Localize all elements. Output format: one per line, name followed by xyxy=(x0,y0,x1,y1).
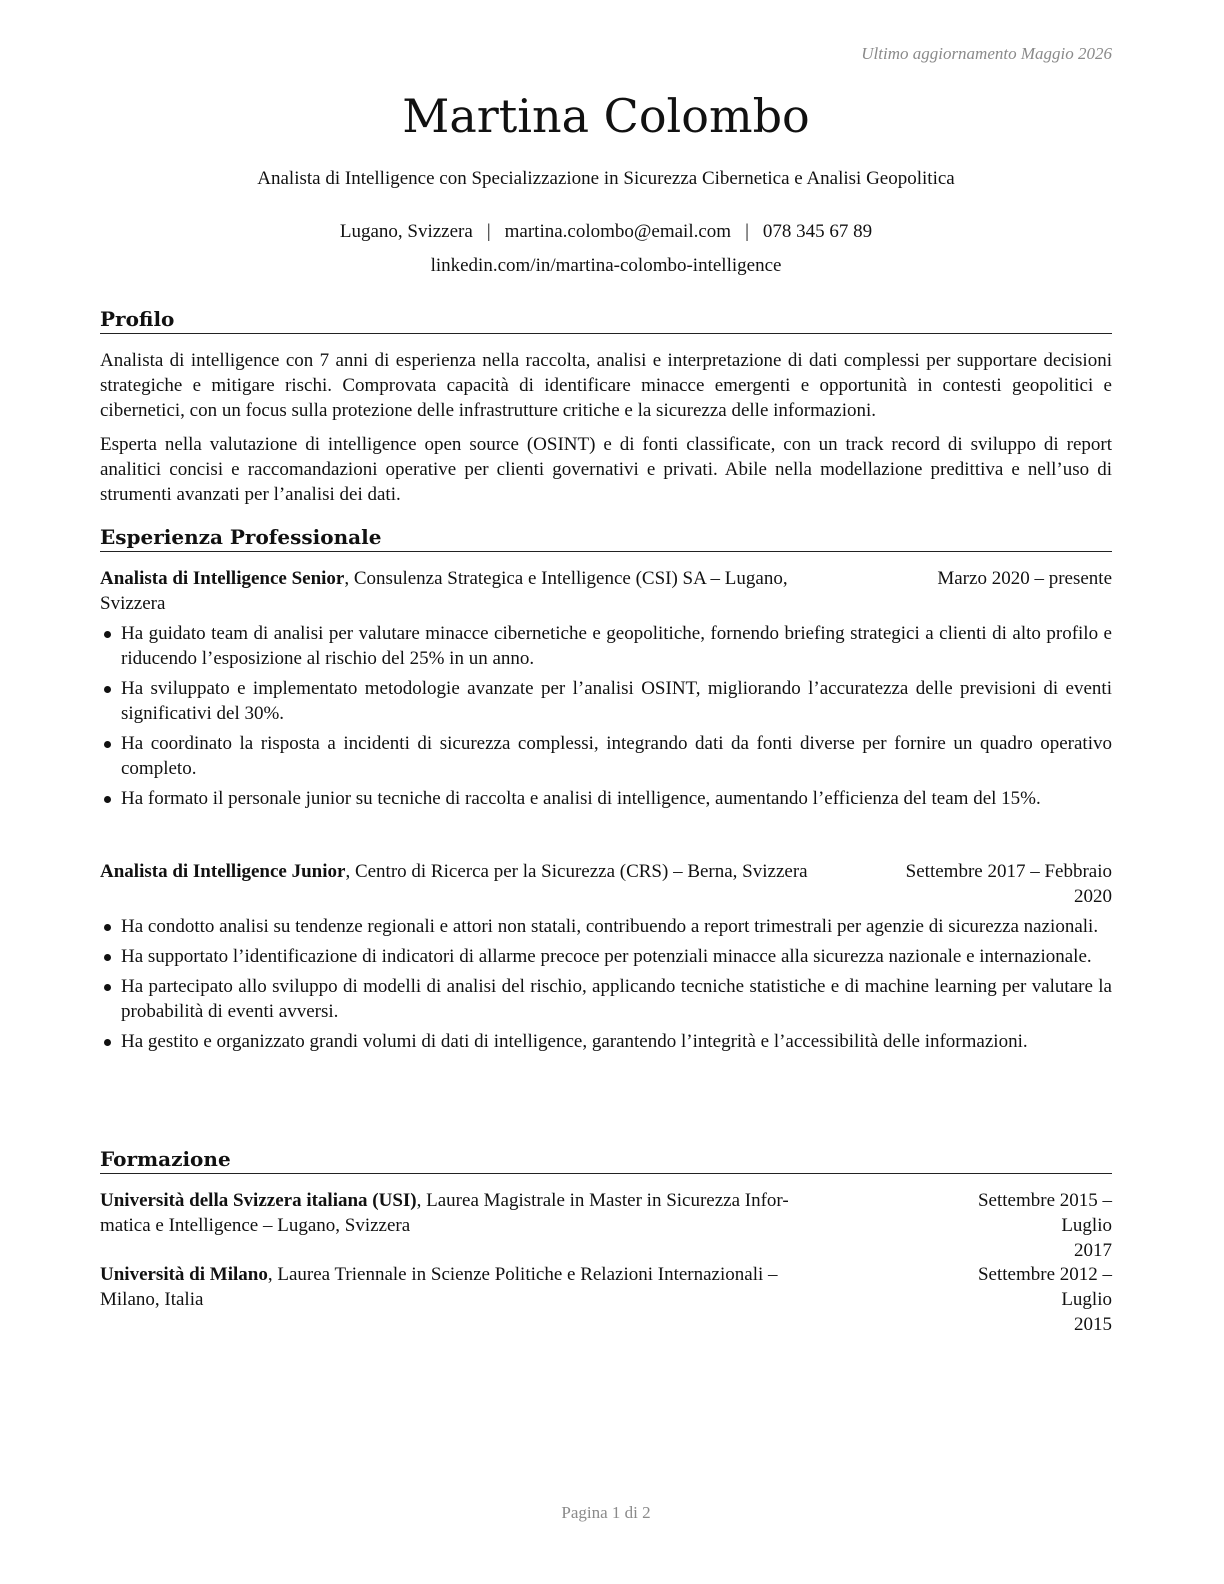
last-updated: Ultimo aggiornamento Maggio 2026 xyxy=(861,44,1112,63)
education-school: Università di Milano xyxy=(100,1264,268,1285)
list-item: Ha partecipato allo sviluppo di modelli di analisi del rischio, applicando tecniche statistiche e di machine learning per valutare la probabilità di eventi avversi. xyxy=(100,974,1112,1024)
contact-phone: 078 345 67 89 xyxy=(762,221,873,242)
job-role: Analista di Intelligence Junior xyxy=(100,861,346,882)
list-item: Ha coordinato la risposta a incidenti di sicurezza complessi, integrando dati da fonti diverse per fornire un quadro operativo completo. xyxy=(100,731,1112,781)
education-item xyxy=(100,1188,1112,1261)
contact-location: Lugano, Svizzera xyxy=(339,221,473,242)
education-dates-line: 2015 xyxy=(1074,1314,1112,1335)
candidate-tagline: Analista di Intelligence con Specializzazione in Sicurezza Cibernetica e Analisi Geopolitica xyxy=(257,168,955,189)
contact-linkedin[interactable]: linkedin.com/in/martina-colombo-intelligence xyxy=(430,255,782,276)
education-description xyxy=(100,1262,970,1312)
education-dates-line: Settembre 2015 – Luglio xyxy=(977,1190,1112,1236)
list-item: Ha condotto analisi su tendenze regionali e attori non statali, contribuendo a report trimestrali per agenzie di sicurezza nazionali. xyxy=(100,914,1112,939)
education-school: Università della Svizzera italiana (USI) xyxy=(100,1190,417,1211)
education-dates xyxy=(962,1262,1112,1337)
education-degree: , Laurea Triennale in Scienze Politiche e Relazioni Internazionali – xyxy=(267,1264,778,1285)
section-title-experience: Esperienza Professionale xyxy=(100,524,1112,552)
job-dates: Marzo 2020 – presente xyxy=(937,568,1112,589)
contact-email[interactable]: martina.colombo@email.com xyxy=(504,221,732,242)
education-dates-line: 2017 xyxy=(1074,1240,1112,1261)
profile-paragraph: Esperta nella valutazione di intelligence open source (OSINT) e di fonti classificate, con un track record di sviluppo di report analitici concisi e raccomandazioni operative per clienti governativi e privati. Abile nella modellazione predittiva e nell’uso di strumenti avanzati per l’analisi dei dati. xyxy=(100,434,1112,505)
education-item xyxy=(100,1262,1112,1335)
education-dates-line: Settembre 2012 – Luglio xyxy=(977,1264,1112,1310)
education-description xyxy=(100,1188,970,1238)
list-item: Ha formato il personale junior su tecniche di raccolta e analisi di intelligence, aumentando l’efficienza del team del 15%. xyxy=(100,786,1112,811)
job-header xyxy=(100,566,1112,616)
section-title-profile: Profilo xyxy=(100,306,1112,334)
candidate-name: Martina Colombo xyxy=(402,89,810,143)
list-item: Ha supportato l’identificazione di indicatori di allarme precoce per potenziali minacce alla sicurezza nazionale e internazionale. xyxy=(100,944,1112,969)
contact-separator: | xyxy=(486,221,491,242)
job-bullets xyxy=(100,621,1112,816)
job-role: Analista di Intelligence Senior xyxy=(100,568,345,589)
job-dates-line: 2020 xyxy=(1074,886,1112,907)
job-title-line xyxy=(100,859,808,884)
job-bullets xyxy=(100,914,1112,1059)
list-item: Ha guidato team di analisi per valutare minacce cibernetiche e geopolitiche, fornendo briefing strategici a clienti di alto profilo e riducendo l’esposizione al rischio del 25% in un anno. xyxy=(100,621,1112,671)
contact-separator: | xyxy=(745,221,749,242)
section-title-education: Formazione xyxy=(100,1146,1112,1174)
contact-line xyxy=(100,220,1112,244)
job-title-line xyxy=(100,566,788,616)
education-degree-continued: matica e Intelligence – Lugano, Svizzera xyxy=(100,1215,411,1236)
job-dates xyxy=(906,859,1112,909)
job-header xyxy=(100,859,1112,909)
profile-paragraph: Analista di intelligence con 7 anni di esperienza nella raccolta, analisi e interpretazione di dati complessi per supportare decisioni strategiche e mitigare rischi. Comprovata capacità di identificare minacce emergenti e opportunità in contesti geopolitici e cibernetici, con un focus sulla protezione delle infrastrutture critiche e la sicurezza delle informazioni. xyxy=(100,350,1112,421)
job-org-continued: Svizzera xyxy=(100,593,166,614)
education-degree: , Laurea Magistrale in Master in Sicurezza Infor- xyxy=(416,1190,789,1211)
resume-page xyxy=(100,0,1112,1584)
list-item: Ha sviluppato e implementato metodologie avanzate per l’analisi OSINT, migliorando l’accuratezza delle previsioni di eventi significativi del 30%. xyxy=(100,676,1112,726)
education-dates xyxy=(962,1188,1112,1263)
job-dates-line: Settembre 2017 – Febbraio xyxy=(905,861,1112,882)
page-number: Pagina 1 di 2 xyxy=(561,1503,651,1522)
job-org: , Consulenza Strategica e Intelligence (CSI) SA – Lugano, xyxy=(344,568,788,589)
job-org: , Centro di Ricerca per la Sicurezza (CRS) – Berna, Svizzera xyxy=(345,861,808,882)
list-item: Ha gestito e organizzato grandi volumi di dati di intelligence, garantendo l’integrità e l’accessibilità delle informazioni. xyxy=(100,1029,1112,1054)
education-degree-continued: Milano, Italia xyxy=(100,1289,204,1310)
contact-linkedin-line xyxy=(100,254,1112,278)
